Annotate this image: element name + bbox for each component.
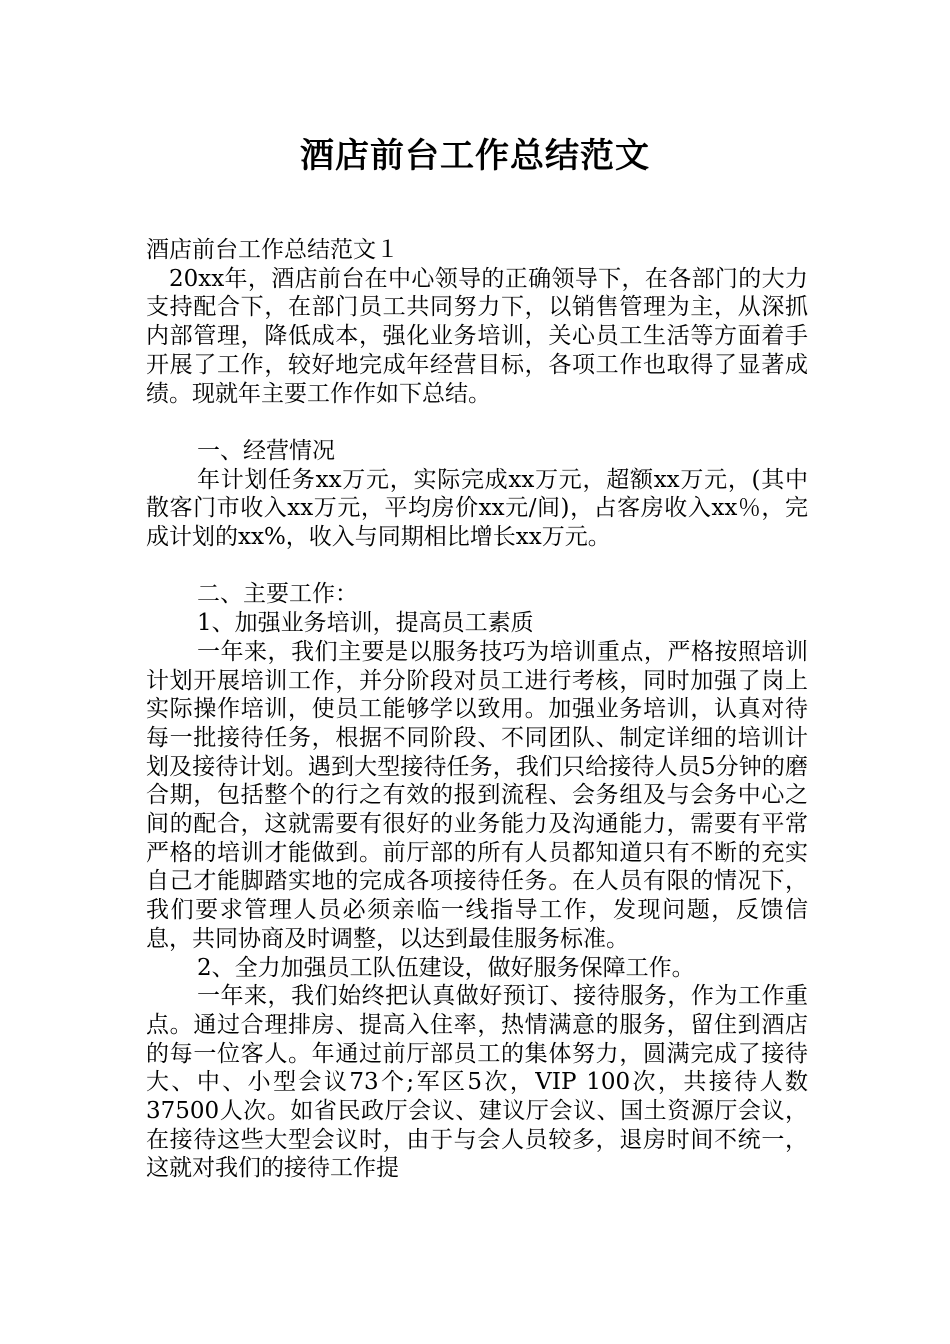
paragraph-spacer [146, 552, 808, 581]
intro-paragraph: 20xx年，酒店前台在中心领导的正确领导下，在各部门的大力支持配合下，在部门员工共同努力下，以销售管理为主，从深抓内部管理，降低成本，强化业务培训，关心员工生活等方面着手开展了工作，较好地完成年经营目标，各项工作也取得了显著成绩。现就年主要工作作如下总结。 [146, 265, 808, 407]
document-subtitle: 酒店前台工作总结范文１ [146, 237, 399, 263]
section2-heading: 二、主要工作： [197, 581, 358, 608]
paragraph-spacer [146, 408, 808, 437]
document-body [146, 236, 808, 1183]
section1-heading: 一、经营情况 [197, 437, 335, 464]
section1-paragraph: 年计划任务xx万元，实际完成xx万元，超额xx万元，(其中散客门市收入xx万元，平均房价xx元/间)，占客房收入xx％，完成计划的xx%，收入与同期相比增长xx万元。 [146, 466, 808, 551]
item2-paragraph: 一年来，我们始终把认真做好预订、接待服务，作为工作重点。通过合理排房、提高入住率，热情满意的服务，留住到酒店的每一位客人。年通过前厅部员工的集体努力，圆满完成了接待大、中、小型会议73个;军区5次，VIP 100次，共接待人数37500人次。如省民政厅会议、建议厅会议、国土资源厅会议，在接待这些大型会议时，由于与会人员较多，退房时间不统一，这就对我们的接待工作提 [146, 983, 808, 1182]
item2-heading: 2、全力加强员工队伍建设，做好服务保障工作。 [197, 954, 695, 981]
item1-paragraph: 一年来，我们主要是以服务技巧为培训重点，严格按照培训计划开展培训工作，并分阶段对员工进行考核，同时加强了岗上实际操作培训，使员工能够学以致用。加强业务培训，认真对待每一批接待任务，根据不同阶段、不同团队、制定详细的培训计划及接待计划。遇到大型接待任务，我们只给接待人员5分钟的磨合期，包括整个的行之有效的报到流程、会务组及与会务中心之间的配合，这就需要有很好的业务能力及沟通能力，需要有平常严格的培训才能做到。前厅部的所有人员都知道只有不断的充实自己才能脚踏实地的完成各项接待任务。在人员有限的情况下，我们要求管理人员必须亲临一线指导工作，发现问题，反馈信息，共同协商及时调整，以达到最佳服务标准。 [146, 638, 808, 952]
document-title: 酒店前台工作总结范文 [300, 136, 650, 176]
item1-heading: 1、加强业务培训，提高员工素质 [197, 610, 534, 637]
